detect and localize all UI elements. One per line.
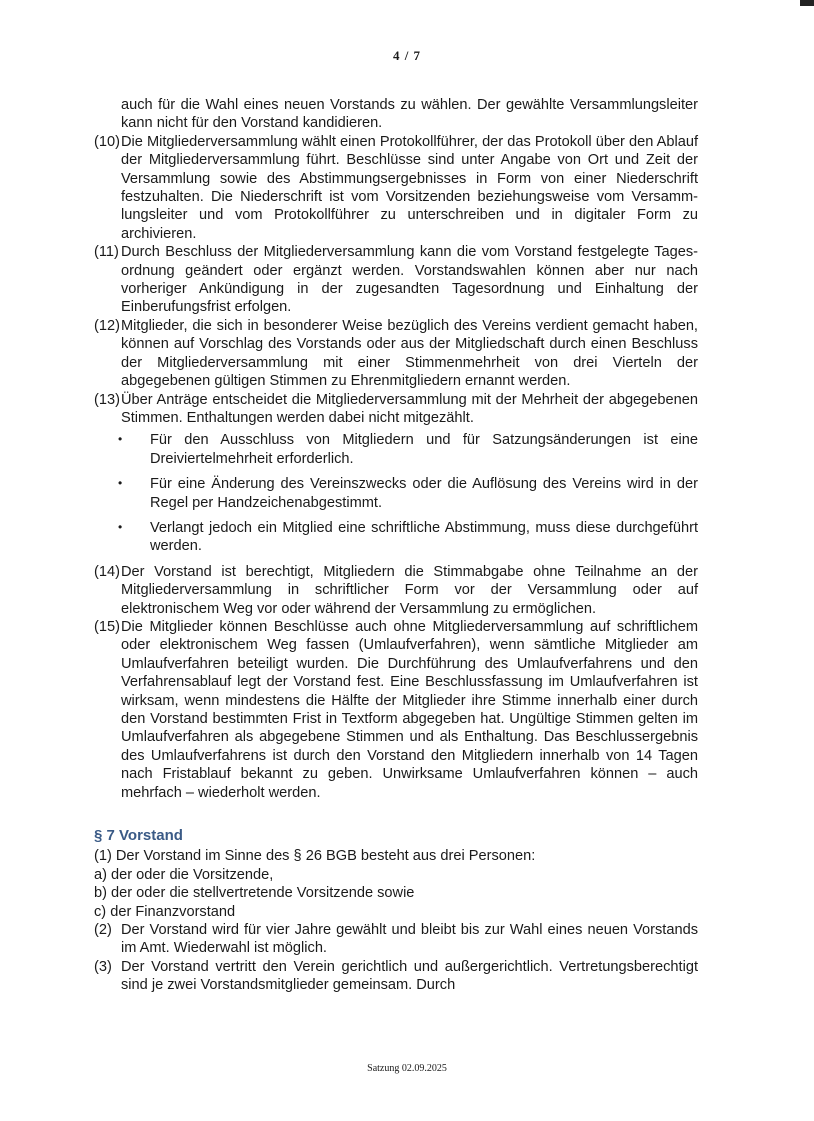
paragraph-number: (14) (94, 563, 120, 580)
bullet-text: Für eine Änderung des Vereinszwecks oder die Auflösung des Vereins wird in der Regel per Handzeichenabgestimmt. (150, 476, 698, 511)
bullet-item (94, 475, 698, 512)
bullet-icon: • (118, 519, 123, 534)
bullet-text: Verlangt jedoch ein Mitglied eine schriftliche Abstimmung, muss diese durchgeführt werden. (150, 519, 698, 555)
bullet-text: Für den Ausschluss von Mitgliedern und für Satzungsänderungen ist eine Dreiviertelmehrheit erforderlich. (150, 432, 698, 467)
list-item-c: c) der Finanzvorstand (94, 903, 236, 920)
section-paragraph-3 (94, 958, 698, 995)
page-number: 4 / 7 (392, 48, 422, 63)
paragraph-number: (15) (94, 618, 120, 635)
continuation-text: auch für die Wahl eines neuen Vorstands zu wählen. Der gewählte Versammlungsleiter kann nicht für den Vorstand kandidieren. (121, 97, 698, 132)
paragraph-number: (11) (94, 244, 119, 261)
paragraph-text: Der Vorstand wird für vier Jahre gewählt und bleibt bis zur Wahl eines neuen Vorstands im Amt. Wiederwahl ist möglich. (121, 922, 698, 957)
bullet-icon: • (118, 432, 123, 447)
paragraph-13 (94, 391, 698, 428)
paragraph-number: (12) (94, 317, 120, 334)
bullet-icon: • (118, 476, 123, 491)
paragraph-text: Über Anträge entscheidet die Mitgliederversammlung mit der Mehrheit der abgegebenen Stimmen. Enthaltungen werden dabei nicht mitgezählt. (121, 391, 698, 426)
paragraph-15 (94, 618, 698, 802)
bullet-list (94, 431, 698, 555)
list-item-b: b) der oder die stellvertretende Vorsitzende sowie (94, 885, 415, 902)
paragraph-text: Der Vorstand vertritt den Verein gerichtlich und außergerichtlich. Vertretungsberechtigt sind je zwei Vorstandsmitglieder gemeinsam. Durch (121, 958, 698, 994)
paragraph-12 (94, 317, 698, 391)
section-heading: § 7 Vorstand (94, 827, 183, 845)
paragraph-text: Die Mitgliederversammlung wählt einen Protokollführer, der das Protokoll über den Ablauf der Mitgliederversammlung führt. Beschlüsse sind unter Angabe von Ort und Zeit der Versammlung sowie des Abstimmungsergebnisses in Form von einer Niederschrift festzuhalten. Die Niederschrift ist vom Vorsitzenden beziehungsweise vom Versamm-lungsleiter und vom Protokollführer zu unterschreiben und in digitaler Form zu archivieren. (121, 133, 698, 242)
paragraph-number: (13) (94, 391, 120, 408)
bullet-item (94, 519, 698, 556)
paragraph-11 (94, 243, 698, 317)
page-footer: Satzung 02.09.2025 (367, 1063, 447, 1074)
section-intro: (1) Der Vorstand im Sinne des § 26 BGB besteht aus drei Personen: (94, 848, 536, 865)
paragraph-10 (94, 133, 698, 243)
paragraph-number: (10) (94, 133, 120, 150)
paragraph-number: (2) (94, 922, 112, 939)
paragraph-text: Durch Beschluss der Mitgliederversammlung kann die vom Vorstand festgelegte Tages-ordnung geändert oder ergänzt werden. Vorstandswahlen können aber nur nach vorheriger Ankündigung in der zugesandten Tagesordnung und Einhaltung der Einberufungsfrist erfolgen. (121, 244, 698, 316)
section-paragraph-2 (94, 921, 698, 958)
list-item-a: a) der oder die Vorsitzende, (94, 866, 274, 883)
scan-corner-mark (800, 0, 814, 6)
paragraph-number: (3) (94, 958, 112, 975)
bullet-item (94, 431, 698, 468)
paragraph-text: Die Mitglieder können Beschlüsse auch ohne Mitgliederversammlung auf schriftlichem oder elektronischem Weg fassen (Umlaufverfahren), wenn sämtliche Mitglieder am Umlaufverfahren beteiligt wurden. Die Durchführung des Umlaufverfahrens und den Verfahrensablauf legt der Vorstand fest. Eine Beschlussfassung im Umlaufverfahren ist wirksam, wenn mindestens die Hälfte der Mitglieder ihre Stimme innerhalb einer durch den Vorstand bestimmten Frist in Textform abgegeben hat. Ungültige Stimmen gelten im Umlaufverfahren als abgegebene Stimmen und als Enthaltung. Das Beschlussergebnis des Umlaufverfahrens ist durch den Vorstand den Mitgliedern innerhalb von 14 Tagen nach Fristablauf bekannt zu geben. Unwirksame Umlaufverfahren können – auch mehrfach – wiederholt werden. (121, 618, 698, 801)
document-body (94, 96, 698, 995)
paragraph-text: Mitglieder, die sich in besonderer Weise bezüglich des Vereins verdient gemacht haben, können auf Vorschlag des Vorstands oder aus der Mitgliedschaft durch einen Beschluss der Mitgliederversammlung mit einer Stimmenmehrheit von drei Vierteln der abgegebenen gültigen Stimmen zu Ehrenmitgliedern ernannt werden. (121, 317, 698, 390)
paragraph-14 (94, 563, 698, 618)
paragraph-text: Der Vorstand ist berechtigt, Mitgliedern die Stimmabgabe ohne Teilnahme an der Mitgliederversammlung in schriftlicher Form vor der Versammlung oder auf elektronischem Weg vor oder während der Versammlung zu ermöglichen. (121, 563, 698, 617)
